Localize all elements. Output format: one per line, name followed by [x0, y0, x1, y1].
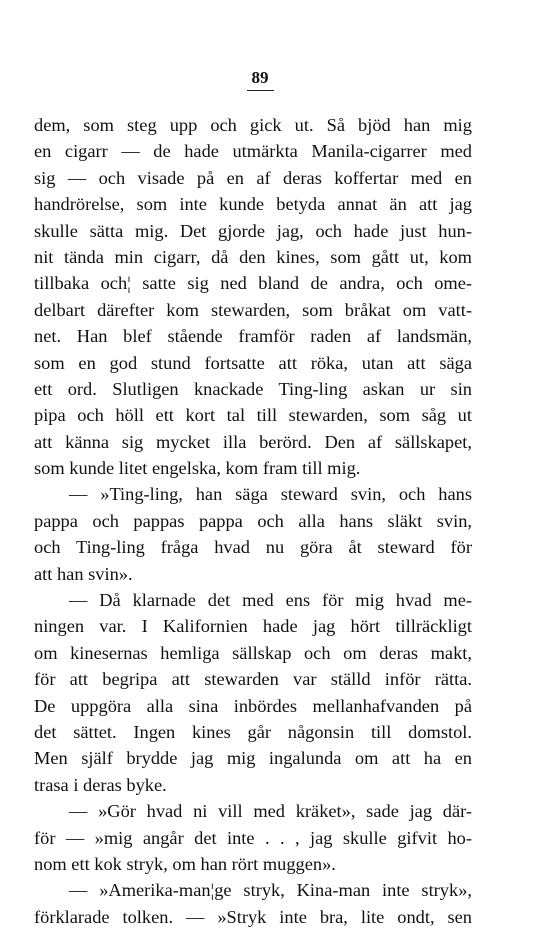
text-line: för att begripa att stewarden var ställd inför rätta.	[34, 669, 472, 690]
text-line: skulle sätta mig. Det gjorde jag, och hade just hun-	[34, 220, 472, 241]
body-text	[34, 112, 472, 930]
text-line: som kunde litet engelska, kom fram till mig.	[34, 458, 361, 479]
text-line: för — »mig angår det inte . . , jag skulle gifvit ho-	[34, 827, 472, 848]
text-line: och Ting-ling fråga hvad nu göra åt steward för	[34, 537, 472, 558]
text-line: att känna sig mycket illa berörd. Den af sällskapet,	[34, 431, 472, 452]
page-number: 89	[251, 68, 269, 87]
text-line: — »Amerika-man¦ge stryk, Kina-man inte stryk»,	[69, 880, 472, 901]
text-line: ningen var. I Kalifornien hade jag hört tillräckligt	[34, 616, 472, 637]
text-line: De uppgöra alla sina inbördes mellanhafvanden på	[34, 695, 472, 716]
text-line: sig — och visade på en af deras koffertar med en	[34, 167, 472, 188]
text-line: att han svin».	[34, 563, 133, 584]
text-line: förklarade tolken. — »Stryk inte bra, lite ondt, sen	[34, 906, 472, 927]
text-line: — »Ting-ling, han säga steward svin, och hans	[69, 484, 472, 505]
text-line: det sättet. Ingen kines går någonsin till domstol.	[34, 721, 472, 742]
text-line: Men själf brydde jag mig ingalunda om att ha en	[34, 748, 472, 769]
text-line: nom ett kok stryk, om han rört muggen».	[34, 853, 336, 874]
text-line: — Då klarnade det med ens för mig hvad me-	[69, 590, 472, 611]
text-line: nit tända min cigarr, då den kines, som gått ut, kom	[34, 246, 472, 267]
text-line: om kinesernas hemliga sällskap och om deras makt,	[34, 642, 472, 663]
text-line: pipa och höll ett kort tal till stewarden, som såg ut	[34, 405, 472, 426]
text-line: handrörelse, som inte kunde betyda annat än att jag	[34, 194, 472, 215]
text-line: en cigarr — de hade utmärkta Manila-cigarrer med	[34, 141, 472, 162]
text-line: som en god stund fortsatte att röka, utan att säga	[34, 352, 472, 373]
text-line: tillbaka och¦ satte sig ned bland de andra, och ome-	[34, 273, 472, 294]
text-line: dem, som steg upp och gick ut. Så bjöd han mig	[34, 115, 472, 135]
text-line: ett ord. Slutligen knackade Ting-ling askan ur sin	[34, 378, 472, 399]
text-line: delbart därefter kom stewarden, som bråkat om vatt-	[34, 299, 472, 320]
page-number-underline	[247, 90, 274, 91]
text-line: net. Han blef stående framför raden af landsmän,	[34, 326, 472, 347]
text-line: pappa och pappas pappa och alla hans släkt svin,	[34, 510, 472, 531]
text-line: — »Gör hvad ni vill med kräket», sade jag där-	[69, 801, 472, 822]
text-line: trasa i deras byke.	[34, 774, 167, 795]
